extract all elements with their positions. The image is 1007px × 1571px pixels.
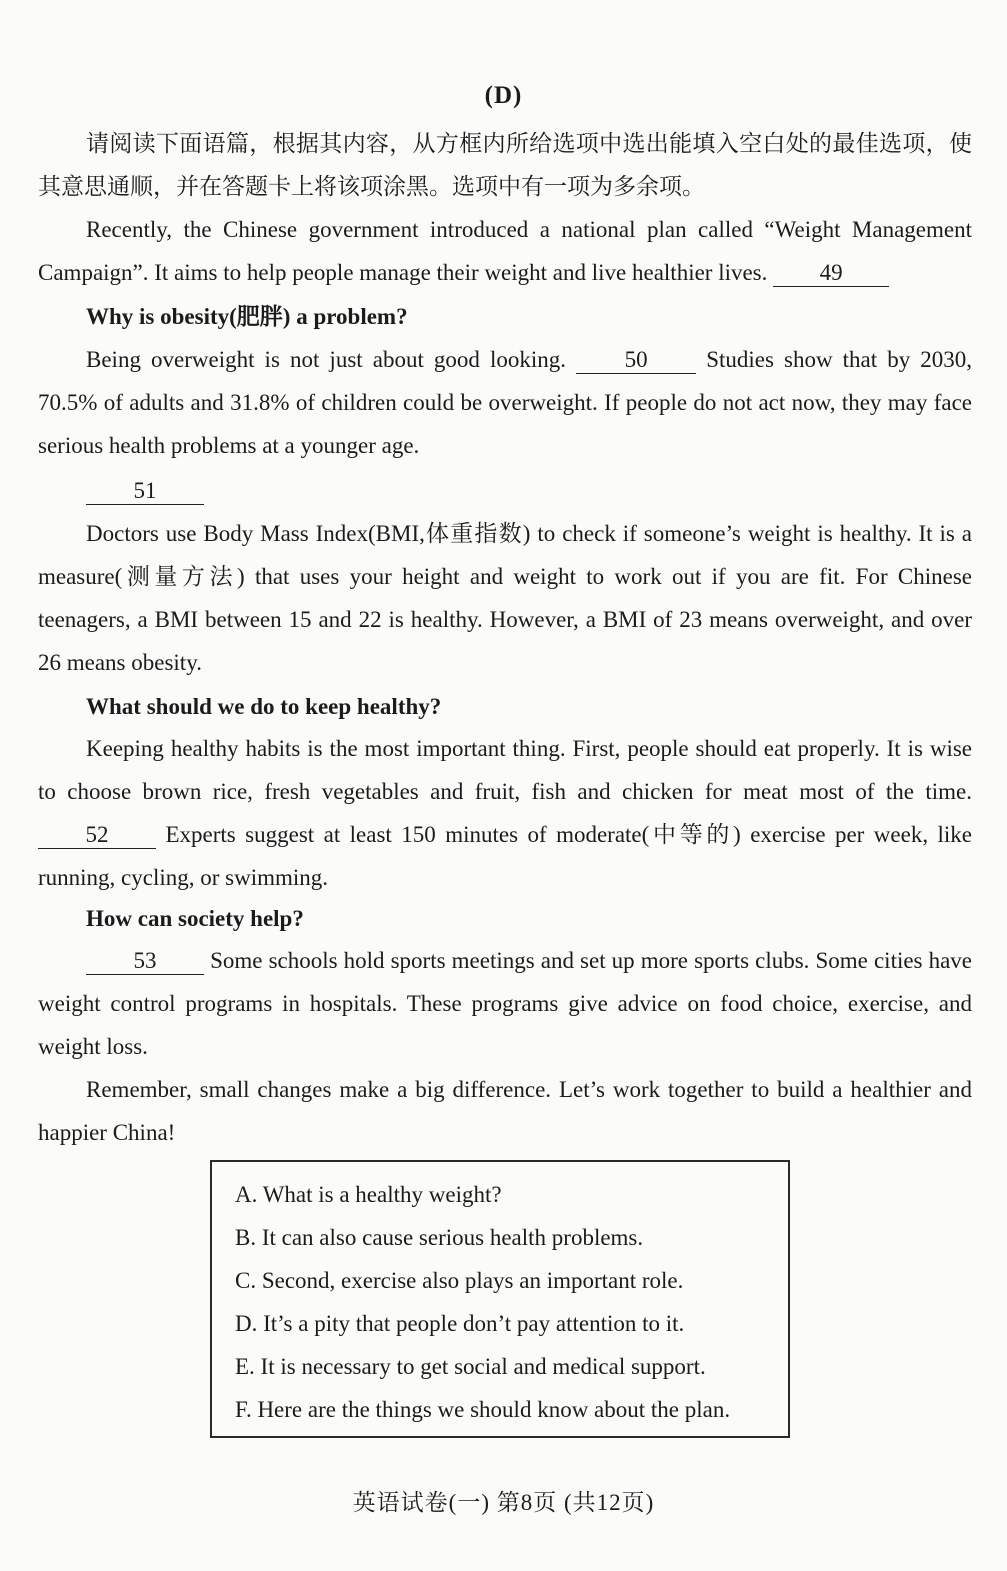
- instructions-line1: 请阅读下面语篇，根据其内容，从方框内所给选项中选出能填入空白处的最佳选项，使: [86, 131, 972, 156]
- blank-50[interactable]: 50: [576, 347, 696, 374]
- option-a[interactable]: A. What is a healthy weight?: [235, 1182, 502, 1207]
- option-e[interactable]: E. It is necessary to get social and medical support.: [235, 1354, 706, 1379]
- blank-51-line: [38, 469, 972, 512]
- bmi-paragraph: Doctors use Body Mass Index(BMI,体重指数) to check if someone’s weight is healthy. It is a measure(测量方法) that uses your height and weight to work out if you are fit. For Chinese teenagers, a BMI between 15 and 22 is healthy. However, a BMI of 23 means overweight, and over 26 means obesity.: [38, 521, 972, 675]
- blank-53[interactable]: 53: [86, 948, 204, 975]
- blank-49[interactable]: 49: [773, 260, 889, 287]
- options-box: [210, 1160, 790, 1438]
- option-b[interactable]: B. It can also cause serious health problems.: [235, 1225, 644, 1250]
- conclusion-paragraph: Remember, small changes make a big difference. Let’s work together to build a healthier and happier China!: [38, 1077, 972, 1145]
- intro-paragraph: [38, 208, 972, 294]
- blank-52[interactable]: 52: [38, 822, 156, 849]
- heading-keep-healthy: What should we do to keep healthy?: [86, 694, 442, 719]
- obesity-paragraph: [38, 338, 972, 467]
- heading-obesity: Why is obesity(肥胖) a problem?: [86, 304, 408, 329]
- habits-paragraph: [38, 727, 972, 899]
- instructions-line2: 其意思通顺，并在答题卡上将该项涂黑。选项中有一项为多余项。: [38, 174, 705, 199]
- obesity-text-before: Being overweight is not just about good looking.: [86, 347, 567, 372]
- society-text: Some schools hold sports meetings and set up more sports clubs. Some cities have weight control programs in hospitals. These programs give advice on food choice, exercise, and weight loss.: [38, 948, 973, 1059]
- option-f[interactable]: F. Here are the things we should know about the plan.: [235, 1397, 731, 1422]
- option-d[interactable]: D. It’s a pity that people don’t pay attention to it.: [235, 1311, 685, 1336]
- habits-text-after: Experts suggest at least 150 minutes of moderate(中等的) exercise per week, like running, cycling, or swimming.: [38, 822, 973, 890]
- blank-51[interactable]: 51: [86, 478, 204, 505]
- instructions: [38, 122, 972, 208]
- heading-society: How can society help?: [86, 906, 304, 931]
- section-title: (D): [484, 82, 523, 109]
- page-footer: 英语试卷(一) 第8页 (共12页): [352, 1490, 655, 1515]
- option-c[interactable]: C. Second, exercise also plays an important role.: [235, 1268, 684, 1293]
- society-paragraph: [38, 939, 972, 1068]
- obesity-text-after: Studies show that by 2030, 70.5% of adults and 31.8% of children could be overweight. If people do not act now, they may face serious health problems at a younger age.: [38, 347, 973, 458]
- intro-text: Recently, the Chinese government introduced a national plan called “Weight Management Campaign”. It aims to help people manage their weight and live healthier lives.: [38, 217, 972, 285]
- habits-text-before: Keeping healthy habits is the most important thing. First, people should eat properly. It is wise to choose brown rice, fresh vegetables and fruit, fish and chicken for meat most of the time.: [38, 736, 972, 804]
